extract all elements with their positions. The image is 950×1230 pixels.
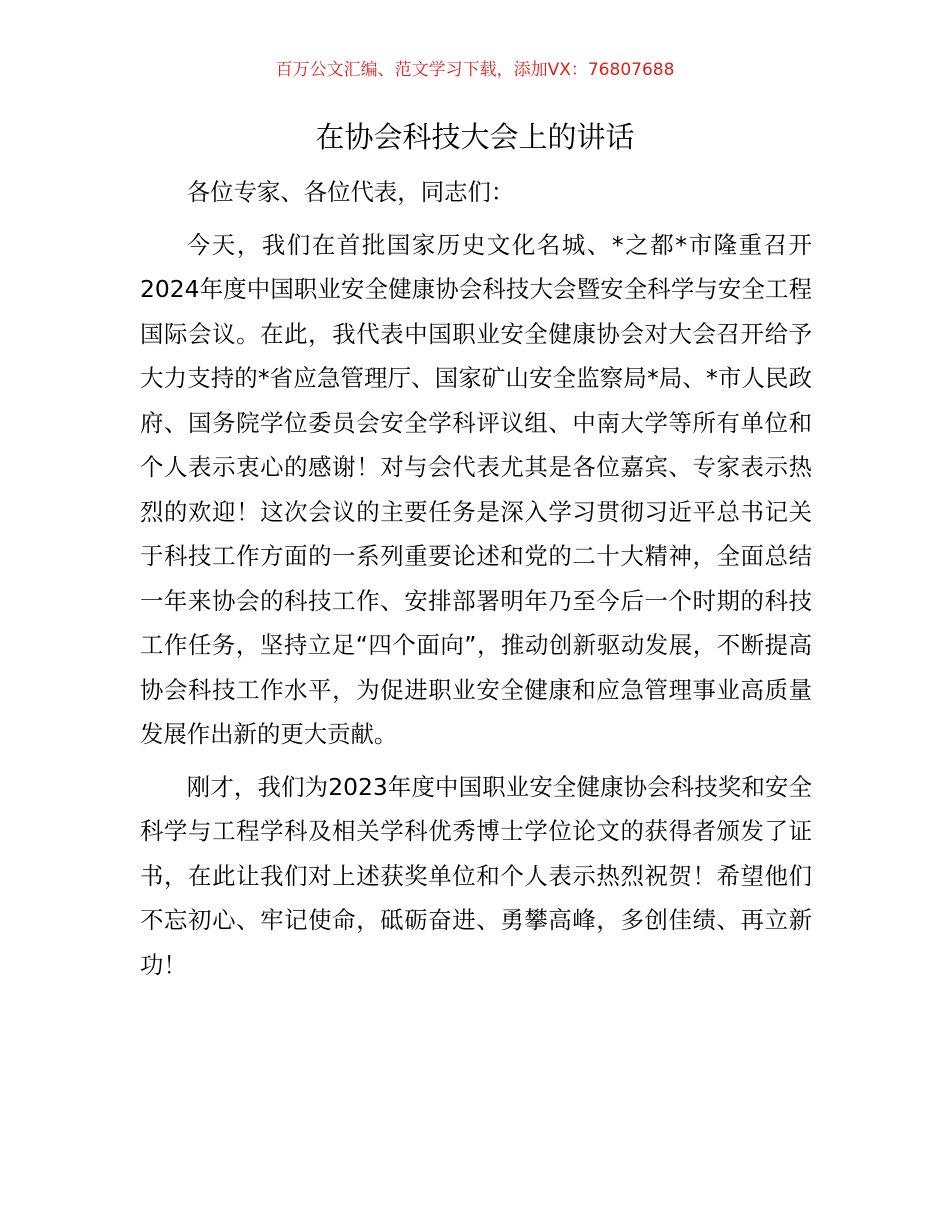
body-paragraph-1: 今天，我们在首批国家历史文化名城、*之都*市隆重召开2024年度中国职业安全健康协会科技大会暨安全科学与安全工程国际会议。在此，我代表中国职业安全健康协会对大会召开给予大力支持的*省应急管理厅、国家矿山安全监察局*局、*市人民政府、国务院学位委员会安全学科评议组、中南大学等所有单位和个人表示衷心的感谢！对与会代表尤其是各位嘉宾、专家表示热烈的欢迎！这次会议的主要任务是深入学习贯彻习近平总书记关于科技工作方面的一系列重要论述和党的二十大精神，全面总结一年来协会的科技工作、安排部署明年乃至今后一个时期的科技工作任务，坚持立足“四个面向”，推动创新驱动发展，不断提高协会科技工作水平，为促进职业安全健康和应急管理事业高质量发展作出新的更大贡献。 — [140, 230, 812, 748]
salutation: 各位专家、各位代表，同志们： — [186, 178, 515, 206]
header-promo-note: 百万公文汇编、范文学习下载，添加VX：76807688 — [275, 60, 675, 80]
document-body — [140, 170, 812, 995]
body-paragraph-2: 刚才，我们为2023年度中国职业安全健康协会科技奖和安全科学与工程学科及相关学科优秀博士学位论文的获得者颁发了证书，在此让我们对上述获奖单位和个人表示热烈祝贺！希望他们不忘初心、牢记使命，砥砺奋进、勇攀高峰，多创佳绩、再立新功！ — [140, 772, 812, 979]
document-title: 在协会科技大会上的讲话 — [315, 120, 635, 154]
